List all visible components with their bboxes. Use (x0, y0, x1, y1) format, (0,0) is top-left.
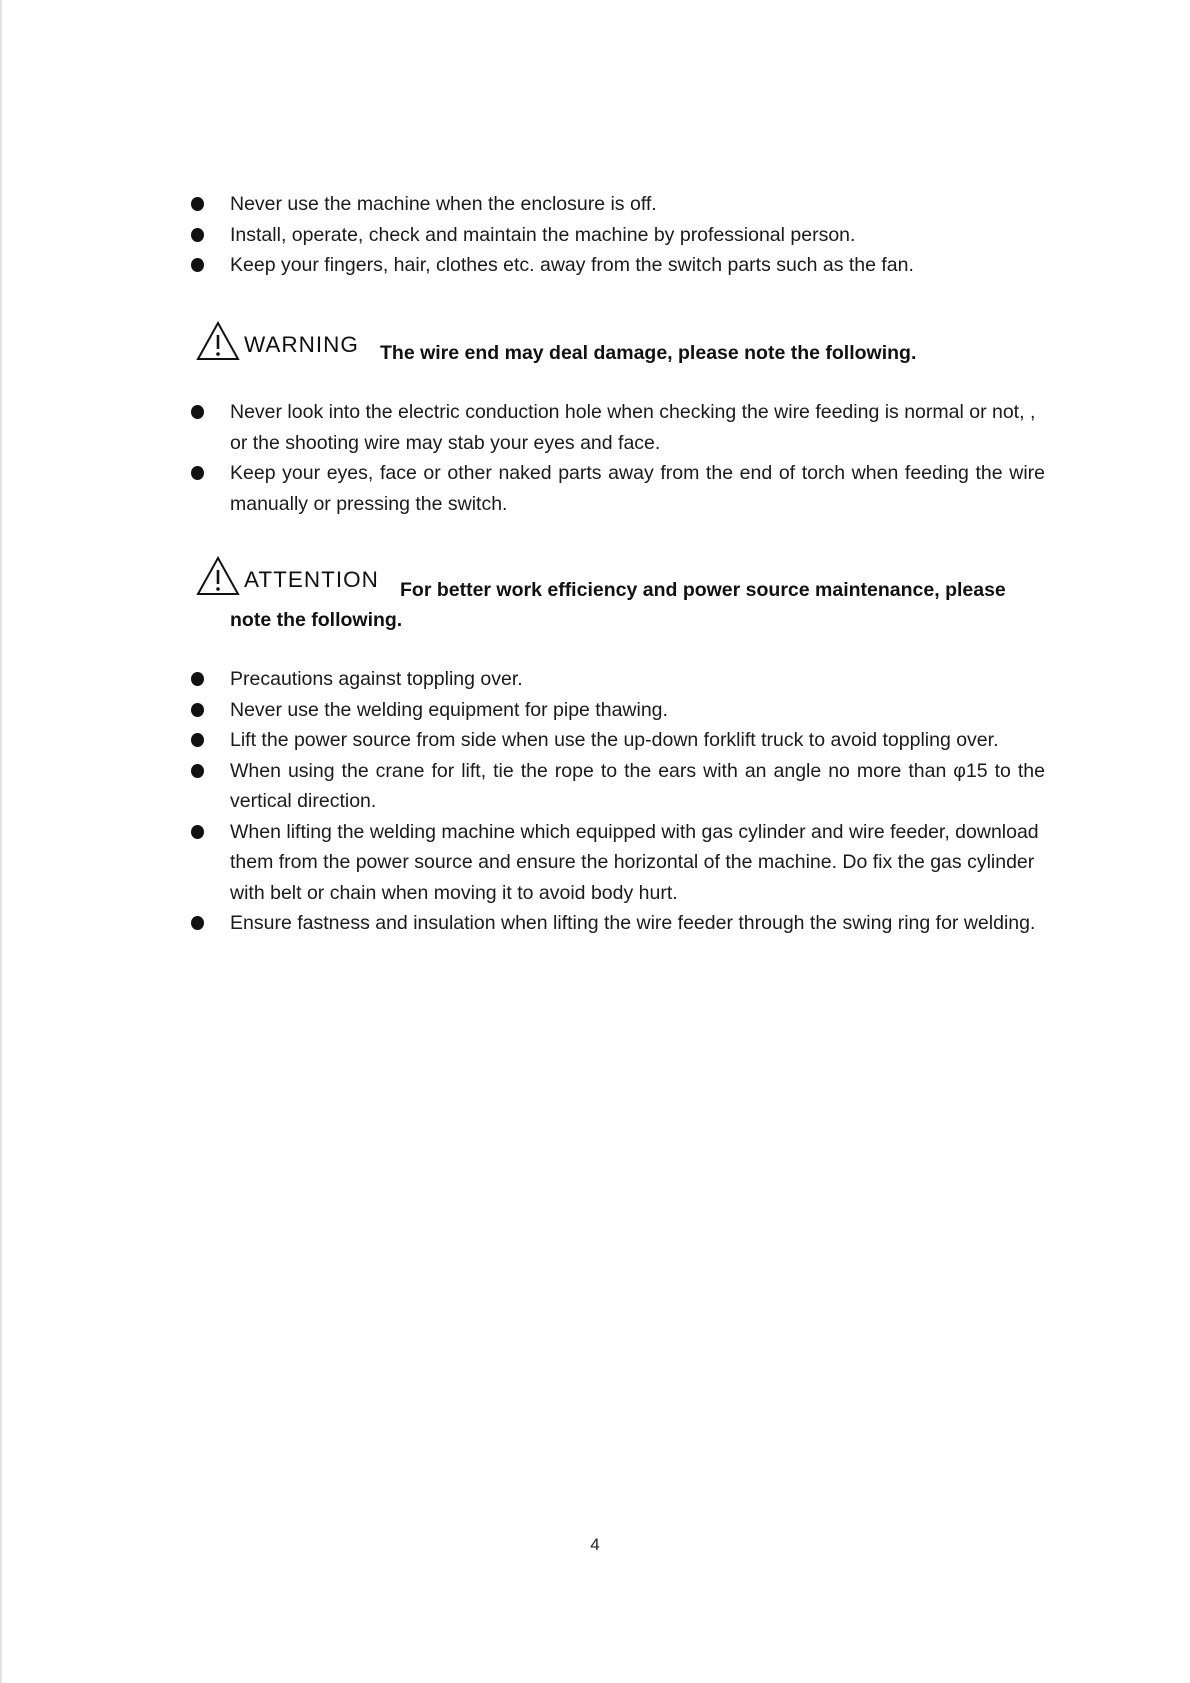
list-item-text: Never look into the electric conduction hole when checking the wire feeding is normal or not, , or the shooting wire may stab your eyes and face. (230, 401, 1036, 454)
attention-notice (196, 556, 1056, 636)
list-item (0, 250, 1190, 281)
bullet-icon (191, 916, 204, 930)
list-item (0, 908, 1190, 939)
list-item (0, 189, 1190, 220)
list-item (0, 397, 1190, 458)
list-item-text: When using the crane for lift, tie the rope to the ears with an angle no more than φ15 to the vertical direction. (230, 759, 1045, 812)
intro-list (0, 189, 1190, 281)
attention-list (0, 664, 1190, 939)
warning-keyword: WARNING (244, 332, 359, 357)
list-item (0, 817, 1190, 909)
list-item-text: Keep your fingers, hair, clothes etc. away from the switch parts such as the fan. (230, 254, 914, 276)
bullet-icon (191, 733, 204, 747)
bullet-icon (191, 825, 204, 839)
list-item-text: Never use the welding equipment for pipe thawing. (230, 698, 668, 721)
list-item-text: Ensure fastness and insulation when lifting the wire feeder through the swing ring for welding. (230, 912, 1036, 934)
attention-message-continued: note the following. (230, 609, 403, 631)
list-item-text: Keep your eyes, face or other naked parts away from the end of torch when feeding the wire manually or pressing the switch. (230, 462, 1045, 515)
list-item-text: Never use the machine when the enclosure is off. (230, 193, 657, 215)
warning-triangle-icon (196, 321, 240, 361)
list-item (0, 695, 1190, 726)
attention-message: For better work efficiency and power source maintenance, please (400, 579, 1006, 601)
bullet-icon (191, 228, 204, 242)
list-item (0, 220, 1190, 251)
list-item (0, 664, 1190, 695)
attention-keyword: ATTENTION (244, 567, 379, 592)
warning-notice (196, 321, 1056, 371)
warning-list (0, 397, 1190, 519)
bullet-icon (191, 258, 204, 272)
list-item-text: Lift the power source from side when use the up-down forklift truck to avoid toppling over. (230, 729, 999, 751)
bullet-icon (191, 764, 204, 778)
bullet-icon (191, 197, 204, 211)
bullet-icon (191, 703, 204, 717)
bullet-icon (191, 405, 204, 419)
list-item-text: When lifting the welding machine which equipped with gas cylinder and wire feeder, download them from the power source and ensure the horizontal of the machine. Do fix the gas cylinder with belt or chain when moving it to avoid body hurt. (230, 820, 1039, 904)
page-number: 4 (590, 1535, 600, 1554)
warning-message: The wire end may deal damage, please note the following. (380, 342, 917, 364)
list-item-text: Precautions against toppling over. (230, 668, 523, 690)
warning-triangle-icon (196, 556, 240, 596)
list-item-text: Install, operate, check and maintain the machine by professional person. (230, 223, 856, 246)
list-item (0, 458, 1190, 519)
list-item (0, 725, 1190, 756)
bullet-icon (191, 466, 204, 480)
list-item (0, 756, 1190, 817)
bullet-icon (191, 672, 204, 686)
